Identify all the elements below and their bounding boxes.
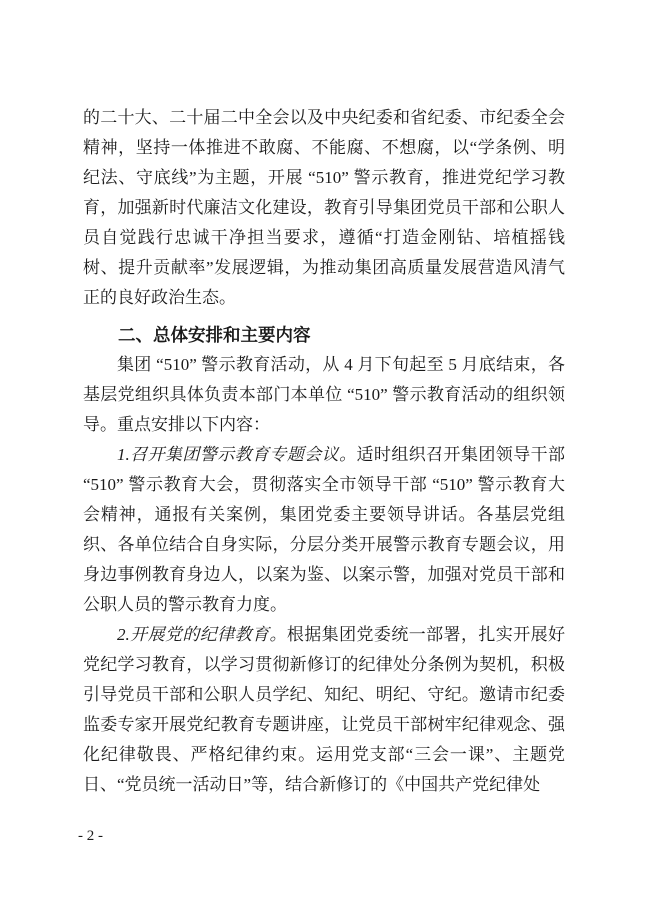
paragraph-continued: 的二十大、二十届二中全会以及中央纪委和省纪委、市纪委全会精神，坚持一体推进不敢腐、不能腐、不想腐，以“学条例、明纪法、守底线”为主题，开展 “510” 警示教育，推进党纪学习教育，加强新时代廉洁文化建设，教育引导集团党员干部和公职人员自觉践行忠诚干净担当要求，遵循“打造金刚钻、培植摇钱树、提升贡献率”发展逻辑，为推动集团高质量发展营造风清气正的良好政治生态。	[83, 108, 565, 307]
section-heading: 二、总体安排和主要内容	[118, 325, 311, 345]
list-item-1-text: 适时组织召开集团领导干部 “510” 警示教育大会，贯彻落实全市领导干部 “510” 警示教育大会精神，通报有关案例，集团党委主要领导讲话。各基层党组织、各单位结合自身实际，分层分类开展警示教育专题会议，用身边事例教育身边人，以案为鉴、以案示警，加强对党员干部和公职人员的警示教育力度。	[83, 445, 566, 614]
list-item-1-lead: 1.召开集团警示教育专题会议。	[117, 445, 357, 464]
page-footer	[78, 827, 103, 845]
list-item-1	[83, 440, 565, 620]
list-item-2-text: 根据集团党委统一部署，扎实开展好党纪学习教育，以学习贯彻新修订的纪律处分条例为契机，积极引导党员干部和公职人员学纪、知纪、明纪、守纪。邀请市纪委监委专家开展党纪教育专题讲座，让党员干部树牢纪律观念、强化纪律敬畏、严格纪律约束。运用党支部“三会一课”、主题党日、“党员统一活动日”等，结合新修订的《中国共产党纪律处	[83, 625, 566, 794]
document-body	[83, 103, 565, 800]
page-number: - 2 -	[78, 828, 103, 844]
list-item-2-lead: 2.开展党的纪律教育。	[117, 625, 287, 644]
list-item-2	[83, 620, 565, 800]
paragraph-overview: 集团 “510” 警示教育活动，从 4 月下旬起至 5 月底结束，各基层党组织具体负责本部门本单位 “510” 警示教育活动的组织领导。重点安排以下内容：	[83, 355, 565, 434]
